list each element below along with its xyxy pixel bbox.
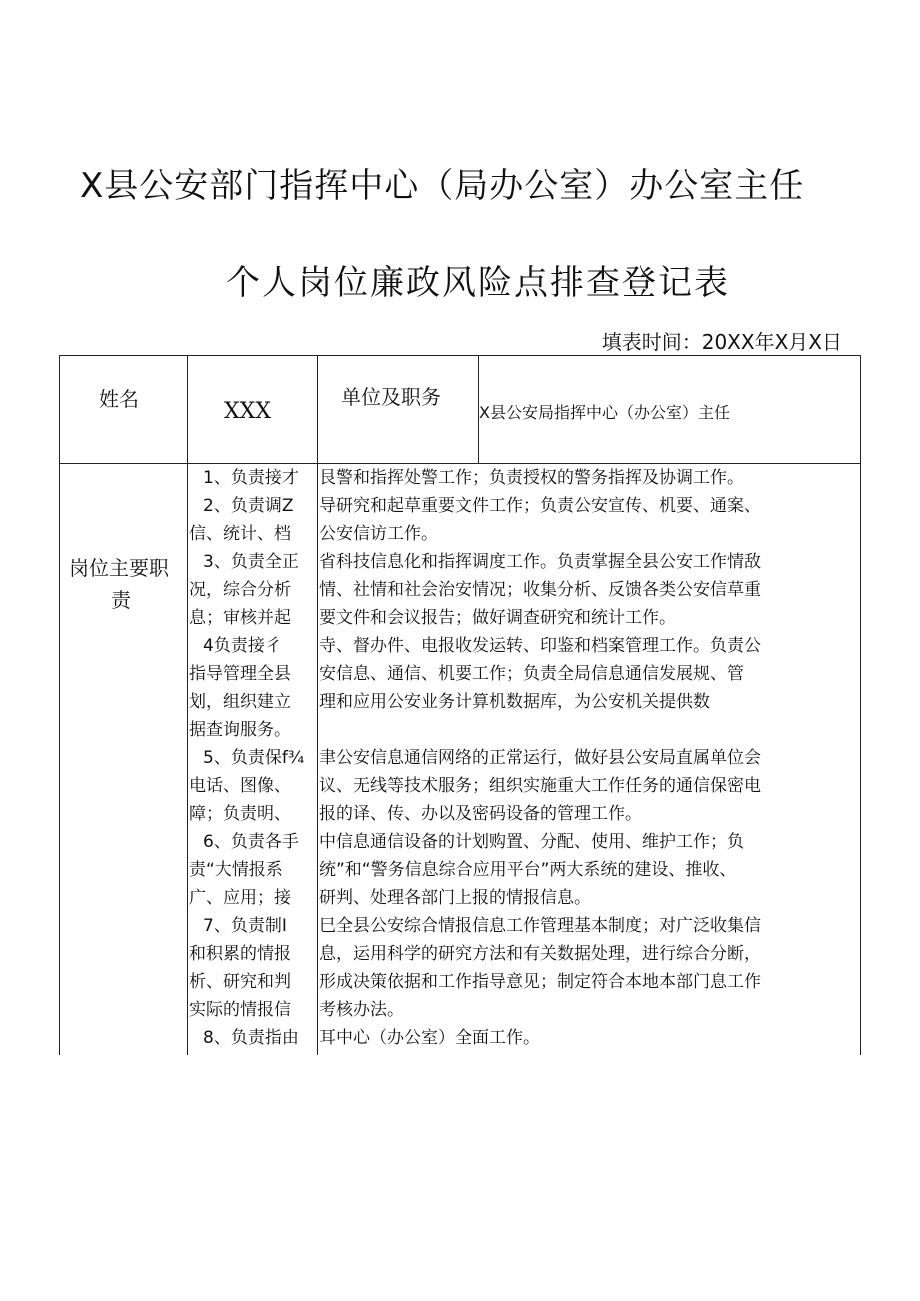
- duties-right-column: [319, 465, 859, 1055]
- duty-right-line: 情、社情和社会治安情况；收集分析、反馈各类公安信草重: [319, 580, 761, 600]
- duty-left-line: 实际的情报信: [189, 1000, 291, 1020]
- duty-right-line: 统”和“警务信息综合应用平台”两大系统的建设、推收、: [319, 860, 737, 880]
- duty-right-line: 考核办法。: [319, 1000, 404, 1020]
- duty-left-line: 广、应用；接: [189, 888, 291, 908]
- duties-left-column: [189, 465, 315, 1055]
- duty-left-line: 指导管理全县: [189, 664, 291, 684]
- duties-label-line2: 责: [111, 588, 131, 612]
- name-label: 姓名: [99, 387, 139, 411]
- table-divider-col1: [187, 355, 188, 1055]
- table-border-right: [860, 355, 861, 1055]
- duties-label-line1: 岗位主要职: [69, 556, 169, 580]
- duty-left-line: 责“大情报系: [189, 860, 283, 880]
- duty-left-line: 障；负责明、: [189, 804, 291, 824]
- duty-left-line: 况，综合分析: [189, 580, 291, 600]
- duty-left-line: 据查询服务。: [189, 720, 291, 740]
- duty-right-line: 息，运用科学的研究方法和有关数据处理，进行综合分断，: [319, 944, 761, 964]
- duty-right-line: 要文件和会议报告；做好调查研究和统计工作。: [319, 608, 676, 628]
- duty-left-line: 信、统计、档: [189, 524, 291, 544]
- name-value: XXX: [224, 399, 271, 424]
- duty-left-line: 划，组织建立: [189, 692, 291, 712]
- duty-left-line: 8、负责指由: [203, 1028, 299, 1048]
- duty-right-line: 耳中心（办公室）全面工作。: [319, 1028, 540, 1048]
- duty-left-line: 6、负责各手: [203, 832, 299, 852]
- duty-left-line: 5、负责保f¾: [203, 748, 305, 768]
- document-title-line2: 个人岗位廉政风险点排查登记表: [226, 263, 730, 303]
- register-table: [59, 355, 861, 1055]
- duty-right-line: 安信息、通信、机要工作；负责全局信息通信发展规、管: [319, 664, 744, 684]
- duty-right-line: 寺、督办件、电报收发运转、印鉴和档案管理工作。负责公: [319, 636, 761, 656]
- unit-value: X县公安局指挥中心（办公室）主任: [479, 403, 730, 422]
- table-border-left: [59, 355, 60, 1055]
- duty-left-line: 7、负责制I: [203, 916, 287, 936]
- table-divider-col2: [317, 355, 318, 1055]
- duty-right-line: 研判、处理各部门上报的情报信息。: [319, 888, 591, 908]
- duty-right-line: 议、无线等技术服务；组织实施重大工作任务的通信保密电: [319, 776, 761, 796]
- duty-right-line: 形成决策依据和工作指导意见；制定符合本地本部门息工作: [319, 972, 761, 992]
- duty-left-line: 2、负责调Z: [203, 496, 294, 516]
- duty-right-line: 报的译、传、办以及密码设备的管理工作。: [319, 804, 642, 824]
- duty-right-line: 理和应用公安业务计算机数据库，为公安机关提供数: [319, 692, 710, 712]
- duty-right-line: 公安信访工作。: [319, 524, 438, 544]
- duty-left-line: 息；审核并起: [189, 608, 291, 628]
- duty-left-line: 析、研究和判: [189, 972, 291, 992]
- unit-label: 单位及职务: [341, 385, 441, 409]
- duty-right-line: 中信息通信设备的计划购置、分配、使用、维护工作；负: [319, 832, 744, 852]
- duty-right-line: 聿公安信息通信网络的正常运行，做好县公安局直属单位会: [319, 748, 761, 768]
- duty-left-line: 3、负责全正: [203, 552, 299, 572]
- table-divider-row1: [59, 463, 861, 464]
- document-title-line1: X县公安部门指挥中心（局办公室）办公室主任: [80, 166, 805, 206]
- duty-left-line: 和积累的情报: [189, 944, 291, 964]
- fill-date: 填表时间：20XX年X月X日: [601, 330, 842, 354]
- duty-right-line: 艮警和指挥处警工作；负责授权的警务指挥及协调工作。: [319, 468, 744, 488]
- duty-right-line: 导研究和起草重要文件工作；负责公安宣传、机要、通案、: [319, 496, 761, 516]
- table-border-top: [59, 355, 861, 356]
- duty-left-line: 1、负责接才: [203, 468, 299, 488]
- duty-right-line: 省科技信息化和指挥调度工作。负责掌握全县公安工作情敌: [319, 552, 761, 572]
- duty-left-line: 电话、图像、: [189, 776, 291, 796]
- duty-left-line: 4负责接彳: [203, 636, 282, 656]
- duty-right-line: 巳全县公安综合情报信息工作管理基本制度；对广泛收集信: [319, 916, 761, 936]
